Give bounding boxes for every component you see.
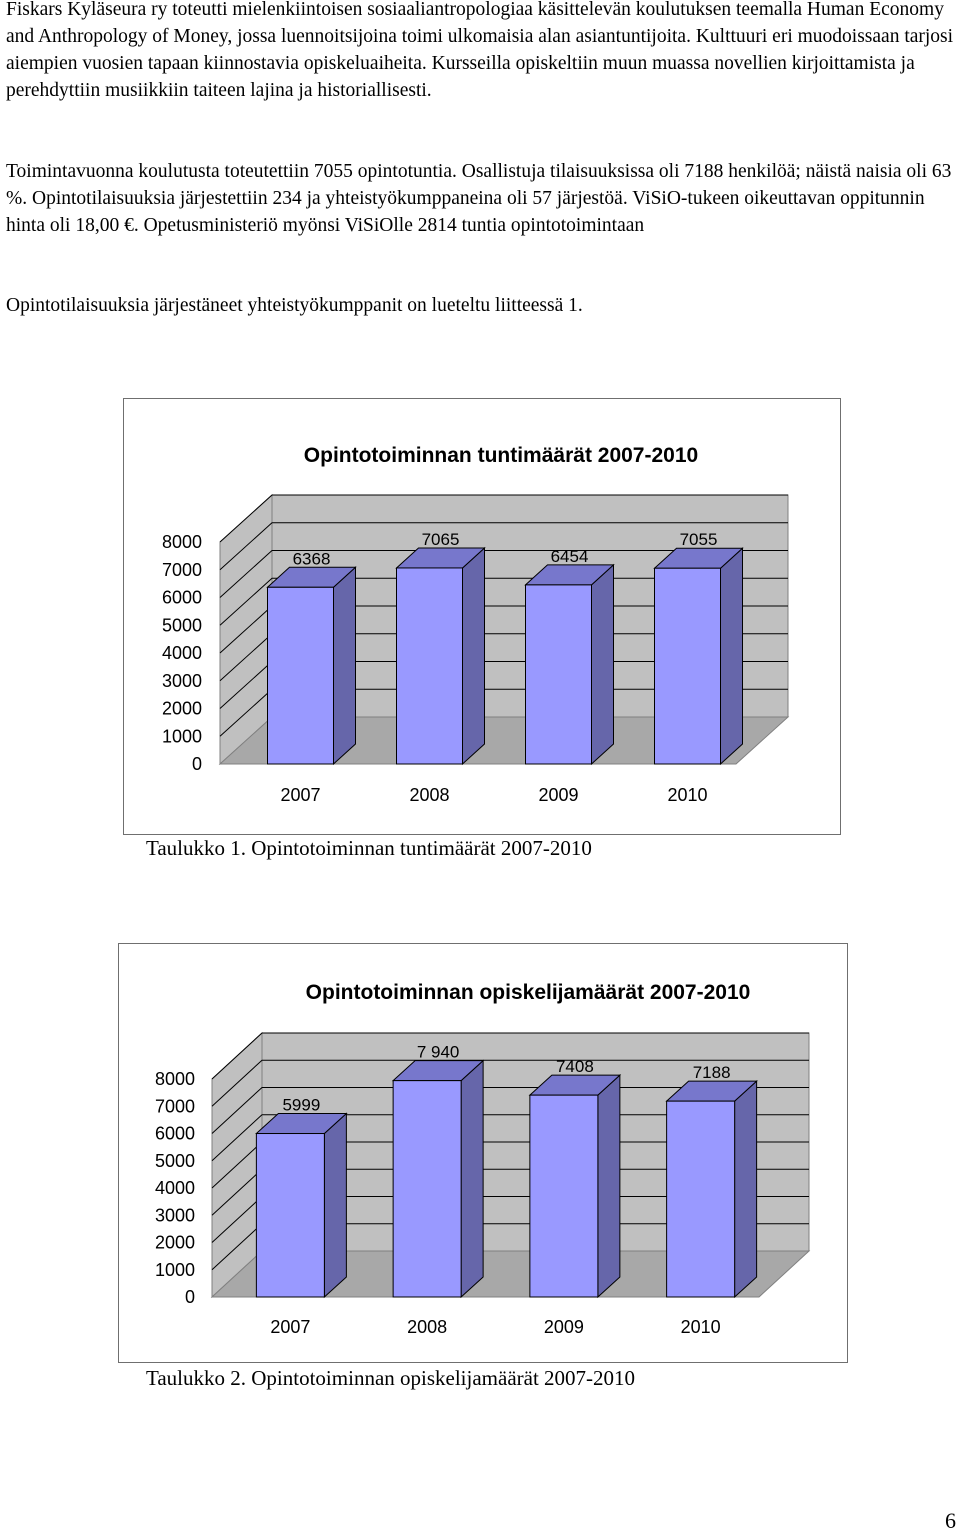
data-label: 7188	[692, 1063, 731, 1083]
paragraph-statistics: Toimintavuonna koulutusta toteutettiin 7055 opintotuntia. Osallistuja tilaisuuksissa oli 7188 henkilöä; näistä naisia oli 63 %. Opintotilaisuuksia järjestettiin 234 ja yhteistyökumppaneina oli 57 järjestöä. ViSiO-tukeen oikeuttavan oppitunnin hinta oli 18,00 €. Opetusministeriö myönsi ViSiOlle 2814 tuntia opintotoimintaan	[6, 161, 952, 236]
y-tick-label: 5000	[161, 615, 202, 636]
bar-side	[592, 565, 614, 764]
bar-side	[461, 1061, 483, 1297]
chart-title: Opintotoiminnan tuntimäärät 2007-2010	[303, 444, 699, 467]
paragraph-partners: Opintotilaisuuksia järjestäneet yhteistyökumppanit on lueteltu liitteessä 1.	[6, 295, 583, 316]
data-label: 7065	[421, 529, 460, 549]
y-tick-label: 8000	[154, 1069, 195, 1089]
bar-side	[463, 548, 485, 764]
y-tick-label: 7000	[161, 559, 202, 580]
bar-side	[334, 567, 356, 764]
chart-hours	[123, 398, 841, 835]
bar	[526, 585, 592, 764]
bar	[655, 568, 721, 764]
y-tick-label: 0	[191, 754, 202, 774]
y-tick-label: 0	[184, 1287, 195, 1307]
x-tick-label: 2009	[538, 785, 579, 805]
x-tick-label: 2008	[407, 1317, 448, 1337]
data-label: 6454	[550, 546, 589, 566]
bar	[393, 1081, 461, 1297]
y-tick-label: 2000	[161, 698, 202, 719]
x-tick-label: 2009	[543, 1317, 584, 1337]
data-label: 6368	[292, 549, 331, 569]
bar-side	[598, 1075, 620, 1297]
y-tick-label: 1000	[161, 726, 202, 747]
chart-students-svg	[119, 944, 847, 1362]
y-tick-label: 7000	[154, 1096, 195, 1117]
y-tick-label: 3000	[154, 1205, 195, 1226]
x-tick-label: 2010	[667, 785, 708, 805]
caption-table-1: Taulukko 1. Opintotoiminnan tuntimäärät 2007-2010	[146, 836, 592, 860]
x-tick-label: 2008	[409, 785, 450, 805]
y-tick-label: 4000	[161, 643, 202, 663]
bar	[530, 1095, 598, 1297]
bar	[397, 568, 463, 764]
y-tick-label: 4000	[154, 1178, 195, 1198]
data-label: 7 940	[416, 1042, 460, 1062]
y-tick-label: 6000	[154, 1123, 195, 1144]
x-tick-label: 2007	[280, 785, 321, 805]
page-number: 6	[945, 1508, 956, 1533]
x-tick-label: 2007	[270, 1317, 311, 1337]
data-label: 7055	[679, 530, 718, 550]
chart-hours-svg	[124, 399, 840, 834]
x-tick-label: 2010	[680, 1317, 721, 1337]
paragraph-intro: Fiskars Kyläseura ry toteutti mielenkiintoisen sosiaaliantropologiaa käsittelevän koulutuksen teemalla Human Economy and Anthropology of Money, jossa luennoitsijoina toimi ulkomaisia alan asiantuntijoita. Kulttuuri eri muodoissaan tarjosi aiempien vuosien tapaan kiinnostavia opiskeluaiheita. Kursseilla opiskeltiin muun muassa novellien kirjoittamista ja perehdyttiin musiikkiin taiteen lajina ja historiallisesti.	[6, 0, 954, 101]
caption-table-2: Taulukko 2. Opintotoiminnan opiskelijamäärät 2007-2010	[146, 1366, 636, 1390]
chart-title: Opintotoiminnan opiskelijamäärät 2007-2010	[305, 981, 751, 1004]
chart-students	[118, 943, 848, 1363]
y-tick-label: 6000	[161, 587, 202, 608]
y-tick-label: 2000	[154, 1232, 195, 1253]
bar-side	[721, 548, 743, 764]
bar-side	[735, 1081, 757, 1297]
bar	[667, 1101, 735, 1297]
data-label: 7408	[555, 1057, 594, 1077]
y-tick-label: 1000	[154, 1259, 195, 1280]
bar	[256, 1134, 324, 1297]
y-tick-label: 5000	[154, 1150, 195, 1171]
y-tick-label: 3000	[161, 670, 202, 691]
bar	[268, 587, 334, 764]
data-label: 5999	[282, 1095, 321, 1115]
bar-side	[324, 1114, 346, 1297]
y-tick-label: 8000	[161, 532, 202, 552]
